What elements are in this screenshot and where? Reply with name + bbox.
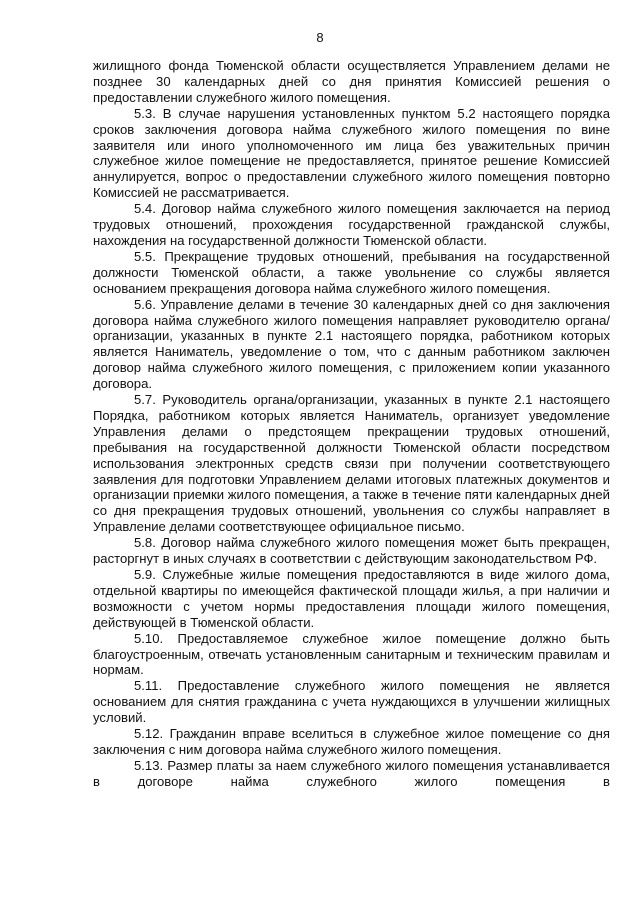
paragraph-5-3: 5.3. В случае нарушения установленных пунктом 5.2 настоящего порядка сроков заключения договора найма служебного жилого помещения по вине заявителя или иного уполномоченного им лица без уважительных причин служебное жилое помещение не предоставляется, принятое решение Комиссией аннулируется, вопрос о предоставлении служебного жилого помещения повторно Комиссией не рассматривается.	[93, 105, 610, 201]
paragraph-5-6: 5.6. Управление делами в течение 30 календарных дней со дня заключения договора найма служебного жилого помещения направляет руководителю органа/организации, указанных в пункте 2.1 настоящего порядка, работником которых является Наниматель, уведомление о том, что с данным работником заключен договор найма служебного жилого помещения, с приложением копии указанного договора.	[93, 296, 610, 392]
paragraph-5-9: 5.9. Служебные жилые помещения предоставляются в виде жилого дома, отдельной квартиры по имеющейся фактической площади жилья, а при наличии и возможности с учетом нормы предоставления площади жилого помещения, действующей в Тюменской области.	[93, 567, 610, 630]
paragraph-5-10: 5.10. Предоставляемое служебное жилое помещение должно быть благоустроенным, отвечать установленным санитарным и техническим правилам и нормам.	[93, 630, 610, 678]
paragraph-5-4: 5.4. Договор найма служебного жилого помещения заключается на период трудовых отношений, прохождения государственной гражданской службы, нахождения на государственной должности Тюменской области.	[93, 201, 610, 248]
page-number: 8	[316, 30, 324, 45]
paragraph-5-12: 5.12. Гражданин вправе вселиться в служебное жилое помещение со дня заключения с ним договора найма служебного жилого помещения.	[93, 726, 610, 757]
document-body	[93, 58, 610, 790]
paragraph-5-5: 5.5. Прекращение трудовых отношений, пребывания на государственной должности Тюменской области, а также увольнение со службы является основанием прекращения договора найма служебного жилого помещения.	[93, 248, 610, 296]
paragraph-5-13: 5.13. Размер платы за наем служебного жилого помещения устанавливается в договоре найма служебного жилого помещения в	[93, 757, 610, 789]
paragraph-5-8: 5.8. Договор найма служебного жилого помещения может быть прекращен, расторгнут в иных случаях в соответствии с действующим законодательством РФ.	[93, 535, 610, 567]
paragraph-continuation: жилищного фонда Тюменской области осуществляется Управлением делами не позднее 30 календарных дней со дня принятия Комиссией решения о предоставлении служебного жилого помещения.	[93, 58, 610, 105]
paragraph-5-11: 5.11. Предоставление служебного жилого помещения не является основанием для снятия гражданина с учета нуждающихся в улучшении жилищных условий.	[93, 678, 610, 726]
paragraph-5-7: 5.7. Руководитель органа/организации, указанных в пункте 2.1 настоящего Порядка, работником которых является Наниматель, организует уведомление Управления делами о предстоящем прекращении трудовых отношений, пребывания на государственной должности Тюменской области посредством использования электронных средств связи при получении соответствующего заявления для подготовки Управлением делами итоговых платежных документов и организации приемки жилого помещения, а также в течение пяти календарных дней со дня прекращения трудовых отношений, увольнения со службы направляет в Управление делами соответствующее официальное письмо.	[93, 392, 610, 535]
